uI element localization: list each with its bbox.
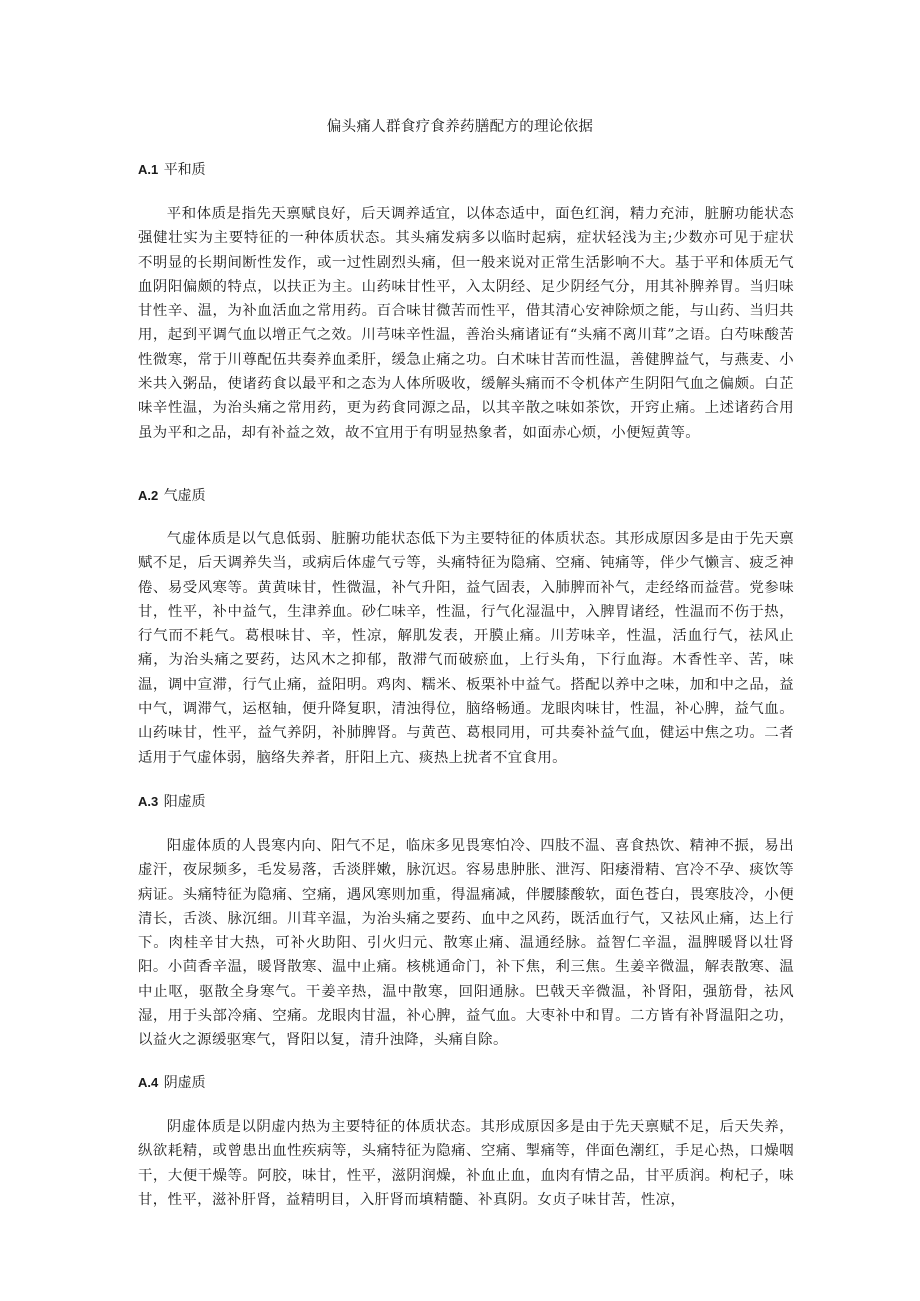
section-body-a2: 气虚体质是以气息低弱、脏腑功能状态低下为主要特征的体质状态。其形成原因多是由于先天禀赋不足，后天调养失当，或病后体虚气亏等，头痛特征为隐痛、空痛、钝痛等，伴少气懒言、疲乏神倦、易受风寒等。黄黄味甘，性微温，补气升阳，益气固表，入肺脾而补气，走经络而益营。党参味甘，性平，补中益气，生津养血。砂仁味辛，性温，行气化湿温中，入脾胃诸经，性温而不伤于热，行气而不耗气。葛根味甘、辛，性凉，解肌发表，开膜止痛。川芳味辛，性温，活血行气，祛风止痛，为治头痛之要药，达风木之抑郁，散滞气而破瘀血，上行头角，下行血海。木香性辛、苦，味温，调中宣滞，行气止痛，益阳明。鸡肉、糯米、板栗补中益气。搭配以养中之味，加和中之品，益中气，调滞气，运枢轴，便升降复职，清浊得位，脑络畅通。龙眼肉味甘，性温，补心脾，益气血。山药味甘，性平，益气养阴，补肺脾肾。与黄芭、葛根同用，可共奏补益气血，健运中焦之功。二者适用于气虚体弱，脑络失养者，肝阳上亢、痰热上扰者不宜食用。 [138, 531, 794, 766]
section-title: 阴虚质 [163, 1075, 206, 1091]
section-number: A.4 [138, 1075, 159, 1090]
section-heading-a4 [138, 1074, 206, 1092]
section-body-a4: 阴虚体质是以阴虚内热为主要特征的体质状态。其形成原因多是由于先天禀赋不足，后天失养，纵欲耗精，或曾患出血性疾病等，头痛特征为隐痛、空痛、掣痛等，伴面色潮红，手足心热，口燥咽干，大便干燥等。阿胶，味甘，性平，滋阴润燥，补血止血，血肉有情之品，甘平质润。枸杞子，味甘，性平，滋补肝肾，益精明目，入肝肾而填精髓、补真阴。女贞子味甘苦，性凉， [138, 1119, 794, 1208]
section-heading-a2 [138, 487, 206, 505]
section-title: 气虚质 [163, 488, 206, 504]
section-heading-a1 [138, 161, 206, 179]
section-title: 平和质 [163, 162, 206, 178]
section-body-a1: 平和体质是指先天禀赋良好，后天调养适宜，以体态适中，面色红润，精力充沛，脏腑功能状态强健壮实为主要特征的一种体质状态。其头痛发病多以临时起病，症状轻浅为主;少数亦可见于症状不明显的长期间断性发作，或一过性剧烈头痛，但一般来说对正常生活影响不大。基于平和体质无气血阴阳偏颇的特点，以扶正为主。山药味甘性平，入太阴经、足少阴经气分，用其补脾养胃。当归味甘性辛、温，为补血活血之常用药。百合味甘微苦而性平，借其清心安神除烦之能，与山药、当归共用，起到平调气血以增正气之效。川芎味辛性温，善治头痛诸证有“头痛不离川茸”之语。白芍味酸苦性微寒，常于川尊配伍共奏养血柔肝，缓急止痛之功。白术味甘苦而性温，善健脾益气，与燕麦、小米共入粥品，使诸药食以最平和之态为人体所吸收，缓解头痛而不令机体产生阴阳气血之偏颇。白芷味辛性温，为治头痛之常用药，更为药食同源之品，以其辛散之味如茶饮，开窍止痛。上述诸药合用虽为平和之品，却有补益之效，故不宜用于有明显热象者，如面赤心烦，小便短黄等。 [138, 206, 794, 441]
section-heading-a3 [138, 793, 206, 811]
section-number: A.3 [138, 794, 159, 809]
section-number: A.2 [138, 488, 159, 503]
section-title: 阳虚质 [163, 794, 206, 810]
section-body-a3: 阳虚体质的人畏寒内向、阳气不足，临床多见畏寒怕冷、四肢不温、喜食热饮、精神不振，易出虚汗，夜尿频多，毛发易落，舌淡胖嫩，脉沉迟。容易患肿胀、泄泻、阳痿滑精、宫冷不孕、痰饮等病证。头痛特征为隐痛、空痛，遇风寒则加重，得温痛减，伴腰膝酸软，面色苍白，畏寒肢冷，小便清长，舌淡、脉沉细。川茸辛温，为治头痛之要药、血中之风药，既活血行气，又祛风止痛，达上行下。肉桂辛甘大热，可补火助阳、引火归元、散寒止痛、温通经脉。益智仁辛温，温脾暖肾以壮肾阳。小茴香辛温，暖肾散寒、温中止痛。核桃通命门，补下焦，利三焦。生姜辛微温，解表散寒、温中止呕，驱散全身寒气。干姜辛热，温中散寒，回阳通脉。巴戟天辛微温，补肾阳，强筋骨，祛风湿，用于头部冷痛、空痛。龙眼肉甘温，补心脾，益气血。大枣补中和胃。二方皆有补肾温阳之功，以益火之源缓驱寒气，肾阳以复，清升浊降，头痛自除。 [138, 838, 794, 1049]
document-title: 偏头痛人群食疗食养药膳配方的理论依据 [326, 119, 594, 135]
section-number: A.1 [138, 162, 159, 177]
